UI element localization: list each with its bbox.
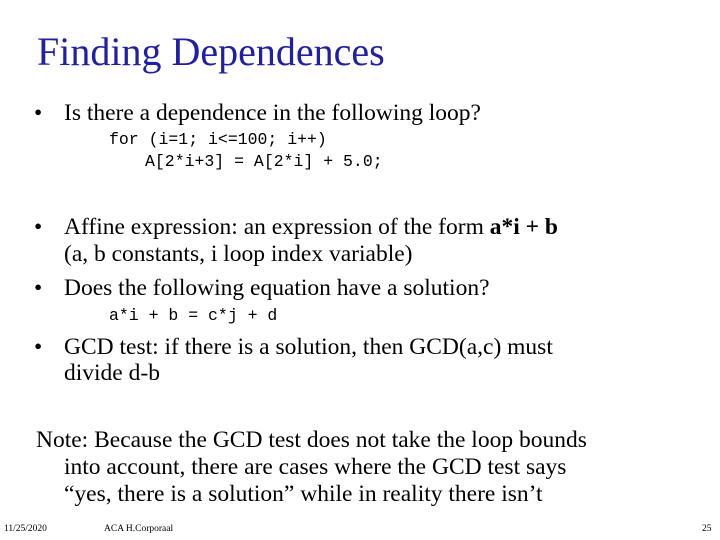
bullet-equation-question xyxy=(34,275,490,302)
footer-date: 11/25/2020 xyxy=(4,524,47,534)
bullet-affine-expression xyxy=(34,214,558,241)
code-equation: a*i + b = c*j + d xyxy=(109,306,278,325)
bullet-icon: • xyxy=(34,275,43,301)
note-line: into account, there are cases where the GCD test says xyxy=(64,454,567,480)
code-loop-header: for (i=1; i<=100; i++) xyxy=(109,130,327,149)
bullet-text: Affine expression: an expression of the form xyxy=(64,214,490,240)
footer-author: ACA H.Corporaal xyxy=(104,524,174,534)
bullet-continuation: (a, b constants, i loop index variable) xyxy=(64,241,413,267)
slide-title: Finding Dependences xyxy=(37,29,385,74)
bullet-continuation: divide d-b xyxy=(64,360,160,386)
bullet-icon: • xyxy=(34,334,43,360)
bullet-text: Is there a dependence in the following loop? xyxy=(64,100,481,126)
note-line: Note: Because the GCD test does not take the loop bounds xyxy=(36,427,587,453)
bullet-gcd-test xyxy=(34,334,553,361)
bullet-text: GCD test: if there is a solution, then GCD(a,c) must xyxy=(64,334,553,360)
bullet-icon: • xyxy=(34,214,43,240)
bullet-icon: • xyxy=(34,100,43,126)
bullet-dependence-question xyxy=(34,100,481,127)
footer-page-number: 25 xyxy=(702,524,712,534)
bullet-text: Does the following equation have a solution? xyxy=(64,275,490,301)
bullet-bold-text: a*i + b xyxy=(489,214,558,240)
code-loop-body: A[2*i+3] = A[2*i] + 5.0; xyxy=(145,152,383,171)
note-line: “yes, there is a solution” while in reality there isn’t xyxy=(64,481,543,507)
